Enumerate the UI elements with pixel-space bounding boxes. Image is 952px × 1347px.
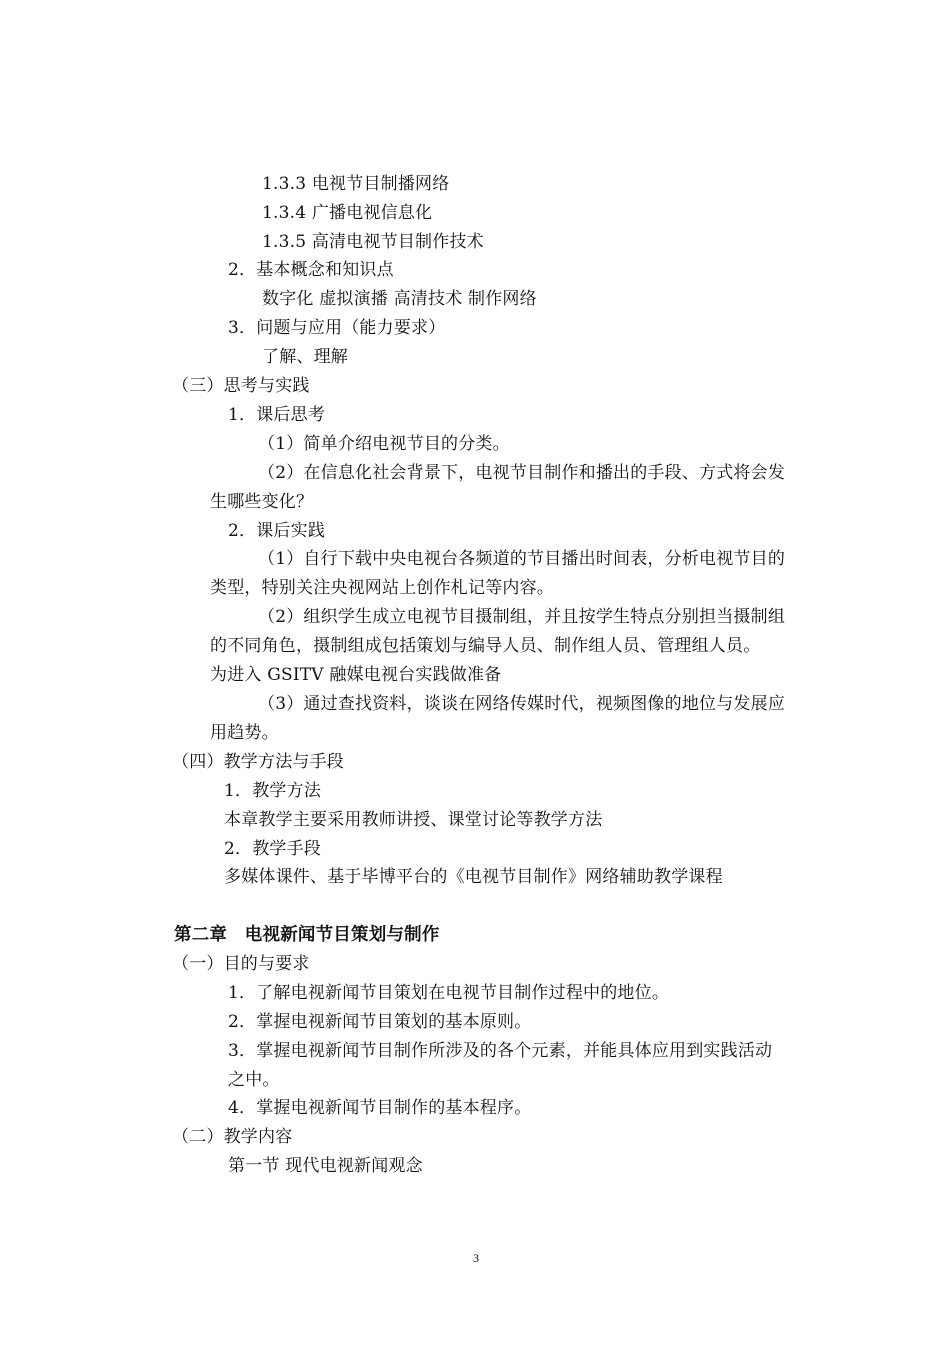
objective-1: 1．了解电视新闻节目策划在电视节目制作过程中的地位。 bbox=[228, 983, 670, 1003]
thinking-question-2-line-2: 生哪些变化？ bbox=[210, 492, 314, 512]
practice-2-line-1: （2）组织学生成立电视节目摄制组，并且按学生特点分别担当摄制组 bbox=[258, 607, 786, 627]
page-number: 3 bbox=[473, 1251, 479, 1265]
objective-3-line-2: 之中。 bbox=[228, 1070, 280, 1090]
first-section-title: 第一节 现代电视新闻观念 bbox=[228, 1156, 423, 1176]
ability-requirement: 了解、理解 bbox=[262, 347, 348, 367]
practice-2-line-3: 为进入 GSITV 融媒电视台实践做准备 bbox=[210, 665, 502, 685]
item-teaching-means: 2．教学手段 bbox=[224, 839, 322, 859]
item-after-class-practice: 2．课后实践 bbox=[228, 521, 326, 541]
subsection-1-3-5: 1.3.5 高清电视节目制作技术 bbox=[262, 232, 484, 252]
practice-3-line-1: （3）通过查找资料，谈谈在网络传媒时代，视频图像的地位与发展应 bbox=[258, 694, 786, 714]
key-concepts-list: 数字化 虚拟演播 高清技术 制作网络 bbox=[262, 289, 537, 309]
subsection-1-3-4: 1.3.4 广播电视信息化 bbox=[262, 203, 433, 223]
practice-3-line-2: 用趋势。 bbox=[210, 723, 279, 743]
thinking-question-1: （1）简单介绍电视节目的分类。 bbox=[258, 434, 510, 454]
objective-2: 2．掌握电视新闻节目策划的基本原则。 bbox=[228, 1012, 532, 1032]
practice-1-line-1: （1）自行下载中央电视台各频道的节目播出时间表，分析电视节目的 bbox=[258, 549, 786, 569]
item-after-class-thinking: 1．课后思考 bbox=[228, 405, 326, 425]
section-objectives: （一）目的与要求 bbox=[172, 954, 310, 974]
objective-4: 4．掌握电视新闻节目制作的基本程序。 bbox=[228, 1098, 532, 1118]
section-thinking-practice: （三）思考与实践 bbox=[172, 376, 310, 396]
subsection-1-3-3: 1.3.3 电视节目制播网络 bbox=[262, 174, 450, 194]
item-key-concepts: 2．基本概念和知识点 bbox=[228, 260, 394, 280]
item-teaching-method: 1．教学方法 bbox=[224, 781, 322, 801]
objective-3-line-1: 3．掌握电视新闻节目制作所涉及的各个元素，并能具体应用到实践活动 bbox=[228, 1041, 773, 1061]
chapter-two-heading: 第二章 电视新闻节目策划与制作 bbox=[174, 925, 440, 945]
thinking-question-2-line-1: （2）在信息化社会背景下，电视节目制作和播出的手段、方式将会发 bbox=[258, 463, 786, 483]
practice-2-line-2: 的不同角色，摄制组成包括策划与编导人员、制作组人员、管理组人员。 bbox=[210, 636, 761, 656]
section-teaching-content: （二）教学内容 bbox=[172, 1127, 293, 1147]
section-teaching-methods: （四）教学方法与手段 bbox=[172, 752, 344, 772]
practice-1-line-2: 类型，特别关注央视网站上创作札记等内容。 bbox=[210, 578, 554, 598]
teaching-means-text: 多媒体课件、基于毕博平台的《电视节目制作》网络辅助教学课程 bbox=[224, 867, 723, 887]
item-problems-application: 3．问题与应用（能力要求） bbox=[228, 318, 446, 338]
teaching-method-text: 本章教学主要采用教师讲授、课堂讨论等教学方法 bbox=[224, 810, 603, 830]
